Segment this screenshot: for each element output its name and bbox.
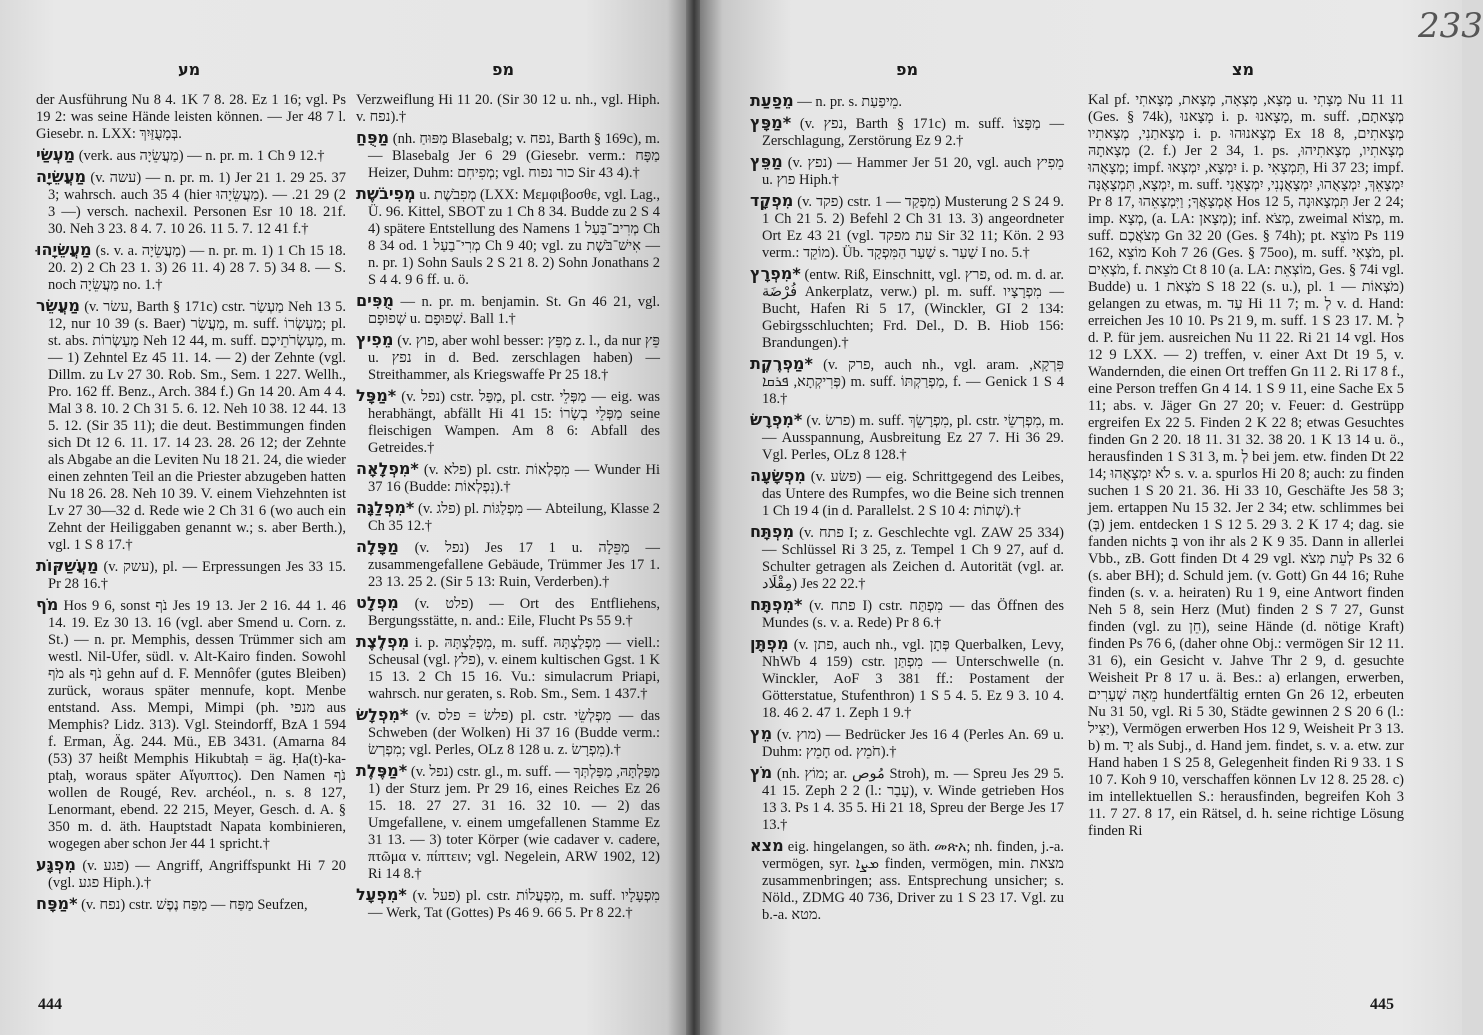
entry-text: — n. pr. m. benjamin. St. Gn 46 21, vgl. שְׁפוּפָם u. שְׁפוּפָם. Ball 1.† xyxy=(368,294,661,327)
dictionary-entry xyxy=(356,594,660,630)
entry-text: (v. פלג) pl. מִפְלַגּוֹת — Abteilung, Klasse 2 Ch 35 12.† xyxy=(368,501,661,534)
dictionary-entry xyxy=(750,837,1064,924)
headword: מַפֶּלֶת* xyxy=(356,761,408,780)
headword: מַפָּל* xyxy=(356,386,397,405)
headword: מִפְלַגָּה* xyxy=(356,498,415,517)
entry-text: (v. פעל) pl. cstr. מִפְעֲלוֹת, m. suff. מִפְעָלָיו — Werk, Tat (Gottes) Ps 46 9. 66 5. Pr 8 22.† xyxy=(368,888,661,921)
column-4 xyxy=(1088,92,1404,843)
dictionary-entry xyxy=(36,146,346,165)
dictionary-entry xyxy=(750,523,1064,593)
entry-text: Hos 9 6, sonst נֹף Jes 19 13. Jer 2 16. 44 1. 46 14. 19. Ez 30 13. 16 (vgl. aber Smend u. Corn. z. St.) — n. pr. Memphis, dessen Trümmer sich am westl. Nil-Ufer, südl. v. Alt-Kairo finden. Sowohl מֹף als נֹף gehn auf d. F. Mennôfer (gutes Bleiben) zurück, woraus später mennufe, kopt. Menbe entstand. Ass. Mempi, Mimpi (ph. מנפי aus Memphis? Lidz. 313). Vgl. Steindorff, BzA 1 594 f. Erman, Äg. 244. Mü., EB 3431. (Amarna 84 (53) 37 heißt Memphis Hikubtaḥ = äg. Ḥa(t)-ka-ptaḥ, woraus später Αἴγυπτος). Den Namen נֹף wollen de Rougé, Rev. archéol., n. s. 8 127, Lenormant, ebend. 22 215, Meyer, Gesch. d. A. § 350 m. d. äth. Hauptstadt Napata kombinieren, wogegen aber schon Jer 44 1 spricht.† xyxy=(48,598,347,852)
dictionary-entry xyxy=(750,92,1064,111)
entry-text: (nh. מוֹץ; ar. مُوص Stroh), m. — Spreu Jes 29 5. 41 15. Zeph 2 2 (l.: עָבַר), v. Winde getrieben Hos 13 3. Ps 1 4. 35 5. Hi 21 18, Spreu der Berge Jes 17 13.† xyxy=(762,766,1064,833)
headword: מַעֲשַׁקּוֹת xyxy=(36,556,99,575)
dictionary-entry xyxy=(750,467,1064,520)
entry-text: (entw. Riß, Einschnitt, vgl. פרץ, od. m. d. ar. فُرْضَة Ankerplatz, verw.) pl. m. suff. מִפְרָצָיו — Bucht, Hafen Ri 5 17, (Winckler, GI 2 134: Gebirgsschluchten; Frd. Del., D. B. Hiob 156: Brandungen).† xyxy=(762,267,1065,351)
dictionary-entry xyxy=(36,297,346,554)
headword: מַפְרֶקֶת* xyxy=(750,354,813,373)
headword: מְפִיבֹשֶׁת xyxy=(356,184,416,203)
entry-text: (v. נפץ, Barth § 171c) m. suff. מַפָּצוֹ — Zerschlagung, Zerstörung Ez 9 2.† xyxy=(762,116,1065,149)
dictionary-entry xyxy=(750,635,1064,722)
handwritten-page-number: 233 xyxy=(1418,6,1483,46)
headword: מצא xyxy=(750,836,784,855)
entry-text: i. p. מִפְלַצְתָּהּ, m. suff. מִפְלַצְתָּהּ — viell.: Scheusal (vgl. פלץ), v. einem kultischen Ggst. 1 K 15 13. 2 Ch 15 16. Vu.: simulacrum Priapi, wahrsch. nur geraten, s. Rob. Sm., Sem. 1 437.† xyxy=(368,635,661,702)
entry-text: (v. נפל) Jes 17 1 u. מַפֵּלָה — zusammengefallene Gebäude, Trümmer Jes 17 1. 23 13. 25 2. (Sir 5 13: Ruin, Verderben).† xyxy=(368,540,661,590)
headword: מַפָּח* xyxy=(36,894,78,913)
dictionary-entry xyxy=(356,633,660,703)
dictionary-entry xyxy=(36,168,346,238)
headword: מִפְשָׂעָה xyxy=(750,466,806,485)
headword: מֹף xyxy=(36,595,59,614)
headword: מִפְרָץ* xyxy=(750,264,801,283)
headword: מַפָּץ* xyxy=(750,113,792,132)
running-head-left-1: מע xyxy=(178,60,201,79)
entry-text: (v. נפל) cstr. gl., m. suff. מַפַּלְתָּהּ, מַפַּלְתְּךָ — 1) der Sturz jem. Pr 29 16, eines Reiches Ez 26 15. 18. 27 27. 31 16. 32 10. — 2) das Umgefallene, v. einem umgefallenen Stamme Ez 31 13. — 3) toter Körper (wie cadaver v. cadere, πτῶμα v. πίπτειν; vgl. Negelein, ARW 1902, 12) Ri 14 8.† xyxy=(368,764,660,882)
entry-text: (v. פלשׂ = פלס) pl. cstr. מִפְלְשֵׂי — das Schweben (der Wolken) Hi 37 16 (Budde verm.: מִפְרְשׂ; vgl. Perles, OLz 8 128 u. z. מִפְרָשׂ).† xyxy=(368,708,661,758)
column-1 xyxy=(36,92,346,917)
dictionary-entry xyxy=(356,762,660,883)
dictionary-entry xyxy=(36,895,346,914)
dictionary-entry xyxy=(356,331,660,384)
dictionary-entry xyxy=(750,355,1064,408)
headword: מִפְלֶצֶת xyxy=(356,632,410,651)
headword: מַעְשַׂי xyxy=(36,145,76,164)
dictionary-entry xyxy=(36,596,346,853)
entry-text: (v. פרק, auch nh., vgl. aram. פִּרְקָא, פְּרִיקְתָא, ܦܪܩܐ) m. suff. מַפְרַקְתּוֹ, f. — Genick 1 S 4 18.† xyxy=(762,357,1065,407)
entry-text: der Ausführung Nu 8 4. 1K 7 8. 28. Ez 1 16; vgl. Ps 19 2: was seine Hände leisten können. — Jer 48 7 l. Giesebr. n. LXX: בְּמָעֻזַּיִךְ. xyxy=(36,92,346,142)
headword: מִפְעָל* xyxy=(356,885,407,904)
entry-text: (verk. aus מַעֲשֵׂיָה) — n. pr. m. 1 Ch 9 12.† xyxy=(78,148,325,164)
column-2 xyxy=(356,92,660,925)
entry-text: (v. פלא) pl. cstr. מִפְלְאוֹת — Wunder Hi 37 16 (Budde: נִפְלְאוֹת).† xyxy=(368,462,661,495)
entry-continuation xyxy=(1088,92,1404,840)
dictionary-entry xyxy=(36,856,346,892)
headword: מַפֻּחַ xyxy=(356,128,390,147)
entry-text: (v. פגע) — Angriff, Angriffspunkt Hi 7 20 (vgl. פגע Hiph.).† xyxy=(48,858,347,891)
dictionary-entry xyxy=(750,725,1064,761)
entry-text: (v. פוץ, aber wohl besser: מַפֵּץ z. l., da nur פֵּץ u. נפץ in d. Bed. zerschlagen haben) — Streithammer, als Kriegswaffe Pr 25 18.† xyxy=(368,333,661,383)
page-number-left: 444 xyxy=(38,996,62,1013)
dictionary-entry xyxy=(356,499,660,535)
headword: מִפְקָד xyxy=(750,191,794,210)
headword: מֵץ xyxy=(750,724,773,743)
running-head-right-1: מפ xyxy=(896,60,919,79)
dictionary-entry xyxy=(356,292,660,328)
entry-text: (v. נפץ) — Hammer Jer 51 20, vgl. auch מֵפִיץ u. פוץ Hiph.† xyxy=(762,155,1064,188)
headword: מַפֵּץ xyxy=(750,152,783,171)
dictionary-entry xyxy=(36,241,346,294)
entry-text: (nh. מַפּוּחַ Blasebalg; v. נפח, Barth § 169c), m. — Blasebalg Jer 6 29 (Giesebr. verm.: מַפָּח Heizer, Duhm: מְפִיחִם; vgl. כור נפוח Sir 43 4).† xyxy=(368,131,660,181)
running-head-left-2: מפ xyxy=(492,60,515,79)
headword: מִפְגָּע xyxy=(36,855,76,874)
dictionary-entry xyxy=(356,387,660,457)
entry-continuation xyxy=(36,92,346,143)
entry-text: Kal pf. מָצָא, מָצְאָה, מָצָאת, מָצָאתִי u. מָצָתִי Nu 11 11 (Ges. § 74k), מָצָאנוּ i. p. מָצָאנוּ, m. suff. מְצָאתָם, מְצָאתַנִי, מְצָאתִיו i. p. מְצָאנוּהוּ Ex 18 8, מְצָאתִים, מְצָאתָהּ (2. f.) Jer 2 34, 1. ps. מְצָאתִיו, מְצָאתִיהוּ, מְצָאֻהוּ; impf. יִמְצָא, יִמְצְאוּ i. p. תִּמְצָאִי, Hi 37 23; impf. יִמְצָא, תִּמְצָאֶנָּה, m. suff. יִמְצָאֵךְ, יִמְצָאֻהוּ, יִמְצָאֻנְנִי, יִמְצָאֻנִי Pr 8 17, אֶמְצָאֲךָ; וַיִּמְצָאֵהוּ Hos 12 5, תִּמְצָאוּנָה Jer 2 24; imp. מְצָא, (a. LA: מְצָאן); inf. מְצֹא, zweimal מְצוֹא, m. suff. מְצֹאֲכֶם Gn 32 20 (Ges. § 74h); pt. מוֹצֵא Ps 119 162, מוֹצֵא Koh 7 26 (Ges. § 75oo), m. suff. מֹצְאִי, pl. מֹצְאִים, f. מֹצֵאת Ct 8 10 (a. LA: מוֹצְאֵת, Ges. § 74i vgl. Budde) u. מֹצְאֹת 1 S 18 22 (s. u.), pl. מֹצְאוֹת — 1) gelangen zu etwas, m. עַד Hi 11 7; m. לְ v. d. Hand: erreichen Jes 10 10. Ps 21 9, m. suff. 1 S 23 17. M. לְ d. P. für jem. ausreichen Nu 11 22. Ri 21 14 vgl. Hos 12 9 LXX. — 2) treffen, v. einer Axt Dt 19 5, v. Wandernden, die einen Ort treffen Gn 11 2. Ri 17 8 f., eine Person treffen Gn 4 14. 1 S 9 11, eine Sache Ex 5 11; abs. v. Jäger Gn 27 20; v. Feuer: d. Gestrüpp ergreifen Ex 22 5. Finden 2 K 22 8; etwas Gesuchtes finden Gn 2 20. 18 11. 31 32. 38 20. 1 K 13 14 u. ö., herausfinden 1 S 31 3, m. לְ bei jem. etw. finden Dt 22 14; לֹא יִמְצָאֻהוּ s. v. a. spurlos Hi 20 8; auch: zu finden suchen 1 S 20 21. 36. Hi 33 10, Geschäfte Jes 58 3; jem. ertappen Nu 15 32. Jer 2 34; etw. schlimmes bei (בְּ) jem. entdecken 1 S 12 5. 29 3. 2 K 17 4; dag. sie fanden nichts בְּ von ihr als 2 K 9 35. Dann in allerlei Vbb., zB. Gott finden Dt 4 29 vgl. לְעֵת מְצֹא Ps 32 6 (s. aber BH); d. Schuld jem. (v. Gott) Gn 44 16; Ruhe finden (s. v. a. heiraten) Ru 1 9, eine Antwort finden Neh 5 8, sein Herz (Mut) finden 2 S 7 27, Gunst finden (vgl. zu חֵן), seine Hände (d. nötige Kraft) finden Ps 76 6, (daher ohne Obj.: vermögen Sir 12 11. 31 6), ein Gesicht v. Jahve Thr 2 9, d. gesuchte Weisheit Pr 8 17 u. ä. Bes.: a) erlangen, erwerben, מֵאָה שְׁעָרִים hundertfältig ernten Gn 26 12, erbeuten Nu 31 50, vgl. Ri 5 30, Städte gewinnen 2 S 20 6 (l.: יַצִּיל), Vermögen erwerben Hos 12 9, Weisheit Pr 3 13. b) m. יָד als Subj., d. Hand jem. findet, s. v. a. etw. zur Hand haben 1 S 25 8, Gelegenheit finden Ri 9 33. 1 S 10 7. Koh 9 10, verschaffen können Lv 12 8. 25 28. c) im intellektuellen S.: herausfinden, begreifen Koh 3 11. 7 27. 8 17, ein Rätsel, d. h. seine richtige Lösung finden Ri xyxy=(1088,92,1405,839)
dictionary-entry xyxy=(36,557,346,593)
entry-text: (v. פתח I) cstr. מִפְתַּח — das Öffnen des Mundes (s. v. a. Rede) Pr 8 6.† xyxy=(762,598,1065,631)
headword: מִפְתָּח* xyxy=(750,595,803,614)
dictionary-entry xyxy=(356,706,660,759)
entry-text: (v. עשׂר, Barth § 171c) cstr. מַעְשַׂר Neh 13 5. 12, nur 10 39 (s. Baer) מַעֲשַׂר, m. suff. מַעְשְׂרוֹ; pl. st. abs. מַעַשְׂרוֹת Neh 12 44, m. suff. מַעְשְׂרֹתֵיכֶם, m. — 1) Zehntel Ez 45 11. 14. — 2) der Zehnte (vgl. Dillm. zu Lv 27 30. Rob. Sm., Sem. 1 227. Wellh., Pro. 162 ff. Benz., Arch. 384 f.) Gn 14 20. Am 4 4. Mal 3 8. 10. 2 Ch 31 5. 6. 12. Neh 10 38. 12 44. 13 5. 12. (Sir 35 11); die deut. Bestimmungen finden sich Dt 12 6. 11. 17. 14 23. 28. 26 12; der Zehnte als Abgabe an die Leviten Nu 18 21. 24, die wieder einen zehnten Teil an die Priester abzugeben hatten Nu 18 26. 28. Neh 10 39. V. einem Viehzehnten ist Lv 27 30—32 d. Rede wie 2 Ch 31 6 (wo auch ein Zehnt der Heiliggaben genannt w.; s. aber Berth.), vgl. 1 S 8 17.† xyxy=(48,299,346,553)
entry-text: (v. נפל) cstr. מַפַּל, pl. cstr. מַפְּלֵי — eig. was herabhängt, abfällt Hi 41 15: מַפְּלֵי בְשָׂרוֹ seine fleischigen Wampen. Am 8 6: Abfall des Getreides.† xyxy=(368,389,661,456)
entry-text: (v. פתן, auch nh., vgl. פְּתָן Querbalken, Levy, NhWb 4 159) cstr. מִפְתַּן — Unterschwelle (n. Winckler, AoF 3 381 ff.: Postament der Götterstatue, Stufenthron) 1 S 5 4. 5. Ez 9 3. 10 4. 18. 46 2. 47 1. Zeph 1 9.† xyxy=(762,637,1065,721)
dictionary-entry xyxy=(356,460,660,496)
entry-continuation xyxy=(356,92,660,126)
headword: מֵפַעַת xyxy=(750,91,794,110)
entry-text: (v. פתח I; z. Geschlechte vgl. ZAW 25 334) — Schlüssel Ri 3 25, z. Tempel 1 Ch 9 27, auf d. Schulter getragen als Zeichen d. Autorität (vgl. ar. مِقْلَاد) Jes 22 22.† xyxy=(762,525,1065,592)
entry-text: (v. פשׂע) — eig. Schrittgegend des Leibes, das Untere des Rumpfes, wo die Beine sich trennen 1 Ch 19 4 (in d. Parallelst. 2 S 10 4: שְׁתוֹת).† xyxy=(762,469,1065,519)
dictionary-entry xyxy=(750,114,1064,150)
entry-text: (v. פרשׂ) m. suff. מִפְרָשֵׂךְ, pl. cstr. מִפְרְשֵׂי, m. — Ausspannung, Ausbreitung Ez 27 7. Hi 36 29. Vgl. Perles, OLz 8 128.† xyxy=(762,413,1064,463)
headword: מֹץ xyxy=(750,763,773,782)
dictionary-entry xyxy=(750,153,1064,189)
column-3 xyxy=(750,92,1064,927)
dictionary-entry xyxy=(356,886,660,922)
page-number-right: 445 xyxy=(1370,996,1394,1013)
dictionary-entry xyxy=(356,185,660,289)
headword: מִפְרָשׂ* xyxy=(750,410,803,429)
headword: מִפְלָט xyxy=(356,593,399,612)
headword: מִפְתָּח xyxy=(750,522,795,541)
headword: מִפְלָאָה* xyxy=(356,459,419,478)
entry-text: (v. עשק), pl. — Erpressungen Jes 33 15. Pr 28 16.† xyxy=(48,559,347,592)
dictionary-entry xyxy=(750,764,1064,834)
headword: מַעֲשֵׂיָה xyxy=(36,167,87,186)
dictionary-entry xyxy=(750,596,1064,632)
headword: מִפְלָשׂ* xyxy=(356,705,409,724)
dictionary-entry xyxy=(750,192,1064,262)
headword: מַפָּלָה xyxy=(356,537,399,556)
entry-text: (v. פלט) — Ort des Entfliehens, Bergungsstätte, n. and.: Eile, Flucht Ps 55 9.† xyxy=(368,596,661,629)
headword: מַעֲשֵׂר xyxy=(36,296,80,315)
entry-text: — n. pr. s. מֵיפַעַת. xyxy=(797,94,903,110)
left-page xyxy=(0,0,688,1035)
headword: מֻפִּים xyxy=(356,291,394,310)
headword: מִפְתָּן xyxy=(750,634,789,653)
dictionary-entry xyxy=(750,265,1064,352)
entry-text: eig. hingelangen, so äth. መጽአ; nh. finden, j.-a. vermögen, syr. ܡܨܐ finden, vermögen, min. מצאת zusammenbringen; ass. Entsprechung unsicher; s. Nöld., ZDMG 40 736, Driver zu 1 S 23 17. Vgl. zu b.-a. מטא. xyxy=(762,839,1064,923)
headword: מֵפִיץ xyxy=(356,330,394,349)
running-head-right-2: מצ xyxy=(1232,60,1255,79)
entry-text: (v. נפח) cstr. מַפַּח — מַפַּח נֶפֶשׁ Seufzen, xyxy=(81,897,308,913)
entry-text: (v. עשה) — n. pr. m. 1) Jer 21 1. 29 25. 37 3; wahrsch. auch 35 4 (hier מַעֲשֵׂיָהוּ). — 2) 29 21. — 3) versch. nachexil. Personen Esr 10 18. 21f. 30. Neh 3 23. 8 4. 7. 10 26. 11 5. 7. 12 41 f.† xyxy=(48,170,347,237)
entry-text: (v. מוץ) — Bedrücker Jes 16 4 (Perles An. 69 u. Duhm: חָמֵץ od. חֹמֵץ).† xyxy=(762,727,1065,760)
entry-text: (s. v. a. מַעֲשֵׂיָה) — n. pr. m. 1) 1 Ch 15 18. 20. 2) 2 Ch 23 1. 3) 26 11. 4) 28 7. 5) 34 8. — S. noch מַעֲשֵׂיָה no. 1.† xyxy=(48,243,347,293)
entry-text: (v. פקד) cstr. מִפְקַד — 1) Musterung 2 S 24 9. 1 Ch 21 5. 2) Befehl 2 Ch 31 13. 3) angeordneter Ort Ez 43 21 (vgl. עת מפקד Sir 32 11; Kön. 2 93 verm.: מוֹקֵד). Üb. שַׁעַר הַמִּפְקָד s. שַׁעַר I no. 5.† xyxy=(762,194,1064,261)
dictionary-entry xyxy=(356,538,660,591)
headword: מַעֲשֵׂיָהוּ xyxy=(36,240,92,259)
dictionary-entry xyxy=(356,129,660,182)
entry-text: Verzweiflung Hi 11 20. (Sir 30 12 u. nh., vgl. Hiph. v. נפח).† xyxy=(356,92,660,125)
dictionary-entry xyxy=(750,411,1064,464)
entry-text: u. מְפִבֹשֶׁת (LXX: Μεμφιβοσθε, vgl. Lag., Ü. 96. Kittel, SBOT zu 1 Ch 8 34. Budde zu 2 S 4 4) spätere Entstellung des Namens מְרִיב־בַּעַל 1 Ch 8 34 od. מְרִי־בַעַל 1 Ch 9 40; vgl. zu אִישׁ־בֹּשֶׁת — n. pr. 1) Sohn Sauls 2 S 21 8. 2) Sohn Jonathans 2 S 4 4. 9 6 ff. u. ö. xyxy=(368,187,661,288)
